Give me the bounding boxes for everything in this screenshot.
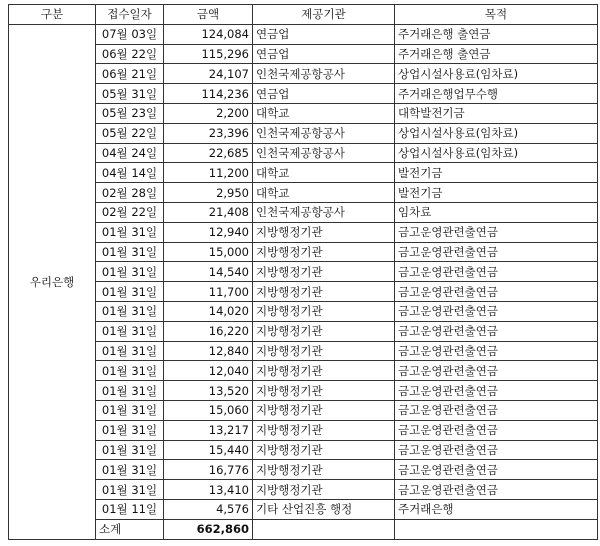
amount-cell: 124,084 [164,24,253,44]
date-cell: 04월 14일 [96,163,164,183]
purpose-cell: 주거래은행 출연금 [395,44,598,64]
amount-cell: 4,576 [164,499,253,519]
table-row [9,242,598,262]
date-cell: 01월 31일 [96,400,164,420]
provider-cell: 지방행정기관 [253,480,395,500]
date-cell: 01월 31일 [96,301,164,321]
provider-cell: 지방행정기관 [253,321,395,341]
amount-cell: 12,840 [164,341,253,361]
provider-cell: 지방행정기관 [253,301,395,321]
purpose-cell: 발전기금 [395,183,598,203]
amount-cell: 2,950 [164,183,253,203]
table-row [9,123,598,143]
purpose-cell: 금고운영관련출연금 [395,480,598,500]
header-provider: 제공기관 [253,5,395,25]
amount-cell: 12,040 [164,361,253,381]
provider-cell: 연금업 [253,84,395,104]
date-cell: 05월 31일 [96,84,164,104]
amount-cell: 2,200 [164,103,253,123]
purpose-cell: 금고운영관련출연금 [395,242,598,262]
table-row [9,420,598,440]
purpose-cell: 상업시설사용료(임차료) [395,143,598,163]
date-cell: 01월 31일 [96,361,164,381]
amount-cell: 16,776 [164,460,253,480]
amount-cell: 13,520 [164,381,253,401]
date-cell: 01월 31일 [96,341,164,361]
amount-cell: 14,020 [164,301,253,321]
purpose-cell: 상업시설사용료(임차료) [395,64,598,84]
table-row [9,143,598,163]
date-cell: 01월 31일 [96,440,164,460]
subtotal-provider-empty [253,519,395,539]
provider-cell: 인천국제공항공사 [253,202,395,222]
provider-cell: 인천국제공항공사 [253,123,395,143]
purpose-cell: 대학발전기금 [395,103,598,123]
date-cell: 01월 31일 [96,420,164,440]
table-row [9,499,598,519]
table-row [9,103,598,123]
group-cell: 우리은행 [9,24,96,539]
header-purpose: 목적 [395,5,598,25]
table-row [9,400,598,420]
date-cell: 01월 31일 [96,460,164,480]
amount-cell: 115,296 [164,44,253,64]
date-cell: 01월 31일 [96,321,164,341]
date-cell: 02월 22일 [96,202,164,222]
subtotal-amount: 662,860 [164,519,253,539]
purpose-cell: 금고운영관련출연금 [395,321,598,341]
amount-cell: 11,200 [164,163,253,183]
purpose-cell: 주거래은행 출연금 [395,24,598,44]
amount-cell: 22,685 [164,143,253,163]
subtotal-purpose-empty [395,519,598,539]
provider-cell: 대학교 [253,163,395,183]
amount-cell: 11,700 [164,282,253,302]
table-row [9,183,598,203]
amount-cell: 15,440 [164,440,253,460]
date-cell: 01월 31일 [96,222,164,242]
date-cell: 01월 31일 [96,262,164,282]
amount-cell: 13,217 [164,420,253,440]
amount-cell: 114,236 [164,84,253,104]
subtotal-label: 소계 [96,519,164,539]
table-row [9,321,598,341]
provider-cell: 연금업 [253,24,395,44]
table-row [9,282,598,302]
provider-cell: 지방행정기관 [253,440,395,460]
purpose-cell: 금고운영관련출연금 [395,420,598,440]
date-cell: 01월 31일 [96,381,164,401]
provider-cell: 지방행정기관 [253,222,395,242]
provider-cell: 지방행정기관 [253,400,395,420]
donation-table [8,4,598,540]
purpose-cell: 금고운영관련출연금 [395,440,598,460]
purpose-cell: 금고운영관련출연금 [395,301,598,321]
amount-cell: 21,408 [164,202,253,222]
provider-cell: 인천국제공항공사 [253,64,395,84]
purpose-cell: 상업시설사용료(임차료) [395,123,598,143]
date-cell: 06월 22일 [96,44,164,64]
table-row [9,301,598,321]
provider-cell: 지방행정기관 [253,420,395,440]
table-row [9,381,598,401]
purpose-cell: 금고운영관련출연금 [395,361,598,381]
purpose-cell: 주거래은행 [395,499,598,519]
table-row [9,24,598,44]
provider-cell: 인천국제공항공사 [253,143,395,163]
provider-cell: 대학교 [253,103,395,123]
date-cell: 01월 31일 [96,242,164,262]
amount-cell: 24,107 [164,64,253,84]
subtotal-row [9,519,598,539]
purpose-cell: 금고운영관련출연금 [395,400,598,420]
header-group: 구분 [9,5,96,25]
date-cell: 05월 22일 [96,123,164,143]
purpose-cell: 발전기금 [395,163,598,183]
table-row [9,341,598,361]
purpose-cell: 금고운영관련출연금 [395,341,598,361]
table-row [9,440,598,460]
purpose-cell: 금고운영관련출연금 [395,222,598,242]
purpose-cell: 금고운영관련출연금 [395,282,598,302]
header-amount: 금액 [164,5,253,25]
amount-cell: 23,396 [164,123,253,143]
date-cell: 07월 03일 [96,24,164,44]
amount-cell: 14,540 [164,262,253,282]
amount-cell: 13,410 [164,480,253,500]
header-row [9,5,598,25]
table-row [9,84,598,104]
provider-cell: 지방행정기관 [253,262,395,282]
purpose-cell: 금고운영관련출연금 [395,381,598,401]
table-row [9,480,598,500]
date-cell: 01월 11일 [96,499,164,519]
provider-cell: 지방행정기관 [253,282,395,302]
amount-cell: 12,940 [164,222,253,242]
date-cell: 05월 23일 [96,103,164,123]
provider-cell: 지방행정기관 [253,242,395,262]
table-row [9,460,598,480]
header-date: 접수일자 [96,5,164,25]
provider-cell: 지방행정기관 [253,381,395,401]
amount-cell: 15,000 [164,242,253,262]
provider-cell: 연금업 [253,44,395,64]
table-row [9,64,598,84]
purpose-cell: 임차료 [395,202,598,222]
date-cell: 01월 31일 [96,282,164,302]
provider-cell: 기타 산업진흥 행정 [253,499,395,519]
date-cell: 02월 28일 [96,183,164,203]
table-row [9,202,598,222]
table-row [9,361,598,381]
date-cell: 06월 21일 [96,64,164,84]
date-cell: 01월 31일 [96,480,164,500]
amount-cell: 15,060 [164,400,253,420]
provider-cell: 대학교 [253,183,395,203]
purpose-cell: 주거래은행업무수행 [395,84,598,104]
table-row [9,163,598,183]
purpose-cell: 금고운영관련출연금 [395,460,598,480]
date-cell: 04월 24일 [96,143,164,163]
table-row [9,44,598,64]
provider-cell: 지방행정기관 [253,460,395,480]
amount-cell: 16,220 [164,321,253,341]
provider-cell: 지방행정기관 [253,361,395,381]
table-row [9,262,598,282]
purpose-cell: 금고운영관련출연금 [395,262,598,282]
table-row [9,222,598,242]
provider-cell: 지방행정기관 [253,341,395,361]
